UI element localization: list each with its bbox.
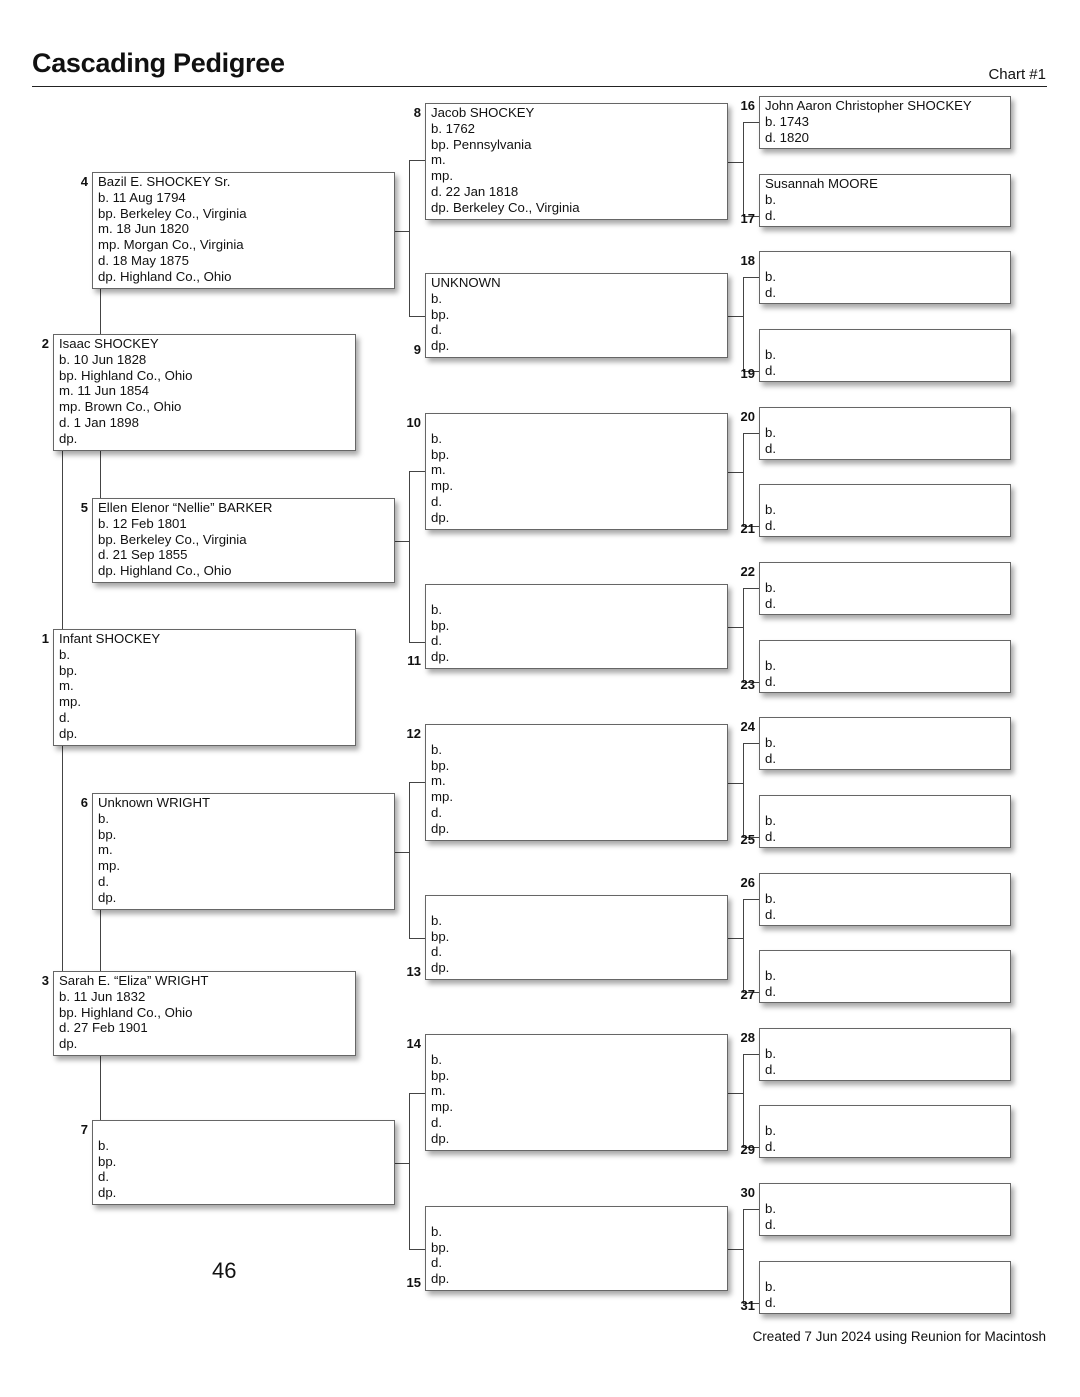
connector-13-stem [728,938,743,939]
person-name [431,726,722,742]
connector-4-father [409,160,425,161]
person-fact: dp. [431,960,450,976]
connector-7-stem [395,1163,409,1164]
connector-8-father [743,122,759,123]
ahnentafel-number: 1 [41,631,49,646]
person-fact: bp. [431,446,450,462]
person-name: UNKNOWN [431,275,501,290]
person-fact: dp. [98,889,117,905]
person-box-23[interactable] [759,640,1011,693]
person-box-28[interactable] [759,1028,1011,1081]
connector-9-stem [728,316,743,317]
ahnentafel-number: 12 [406,726,421,741]
person-box-19[interactable] [759,329,1011,382]
person-fact: dp. [431,509,450,525]
person-box-22[interactable] [759,562,1011,615]
person-fact: b. [431,1051,442,1067]
ahnentafel-number: 23 [740,677,755,692]
ahnentafel-number: 18 [740,253,755,268]
ahnentafel-number: 26 [740,875,755,890]
ahnentafel-number: 20 [740,409,755,424]
connector-14-spine [743,1054,744,1147]
person-name [765,564,1005,580]
person-fact: dp. Highland Co., Ohio [98,268,232,284]
connector-15-stem [728,1249,743,1250]
connector-15-spine [743,1209,744,1303]
person-fact: dp. [431,1130,450,1146]
ahnentafel-number: 21 [740,521,755,536]
person-name: Unknown WRIGHT [98,795,211,810]
person-fact: d. [431,322,442,338]
connector-11-father [743,588,759,589]
connector-5-father [409,471,425,472]
connector-4-mother [409,316,425,317]
person-fact: d. [98,873,109,889]
page-number: 46 [212,1258,237,1283]
person-fact: b. [765,501,776,517]
person-fact: bp. Highland Co., Ohio [59,367,193,383]
person-fact: b. [431,601,442,617]
person-fact: b. [431,912,442,928]
person-fact: dp. Highland Co., Ohio [98,563,232,579]
person-fact: mp. [431,1099,453,1115]
person-name [765,331,1005,347]
ahnentafel-number: 22 [740,564,755,579]
person-box-5[interactable] [92,498,395,583]
person-fact: m. [431,773,446,789]
connector-12-spine [743,743,744,837]
person-fact: d. 1 Jan 1898 [59,414,139,430]
person-box-16[interactable] [759,96,1011,149]
ahnentafel-number: 5 [80,500,88,515]
person-fact: bp. [431,757,450,773]
person-fact: mp. [98,858,120,874]
person-fact: bp. [431,1067,450,1083]
person-fact: b. [431,290,442,306]
person-fact: m. [431,152,446,168]
person-fact: b. [431,430,442,446]
person-fact: mp. Brown Co., Ohio [59,399,182,415]
person-fact: d. 1820 [765,129,809,145]
person-fact: d. [765,906,776,922]
person-fact: b. [765,967,776,983]
person-fact: d. [98,1169,109,1185]
connector-9-spine [743,277,744,371]
person-fact: dp. [59,1036,78,1052]
person-fact: m. 18 Jun 1820 [98,221,189,237]
connector-6-spine [409,782,410,938]
ahnentafel-number: 27 [740,987,755,1002]
person-fact: b. 1762 [431,120,475,136]
person-name [765,1107,1005,1123]
connector-12-father [743,743,759,744]
person-fact: d. [59,709,70,725]
person-fact: bp. [98,1153,117,1169]
person-name [431,415,722,431]
person-fact: b. [765,1278,776,1294]
connector-8-spine [743,122,744,216]
person-name: Jacob SHOCKEY [431,105,535,120]
ahnentafel-number: 16 [740,98,755,113]
person-fact: b. [765,191,776,207]
person-name: John Aaron Christopher SHOCKEY [765,98,972,113]
person-fact: b. 10 Jun 1828 [59,351,147,367]
person-name [765,875,1005,891]
person-fact: d. [765,440,776,456]
person-fact: b. [98,1137,109,1153]
person-fact: d. [765,673,776,689]
person-fact: bp. Berkeley Co., Virginia [98,205,247,221]
person-box-27[interactable] [759,950,1011,1003]
person-fact: b. [98,810,109,826]
person-fact: mp. [59,694,81,710]
ahnentafel-number: 31 [740,1298,755,1313]
ahnentafel-number: 15 [406,1275,421,1290]
person-fact: bp. [431,617,450,633]
person-box-10[interactable] [425,413,728,530]
person-fact: dp. [59,430,78,446]
person-box-20[interactable] [759,407,1011,460]
ahnentafel-number: 19 [740,366,755,381]
person-fact: d. [765,517,776,533]
connector-9-father [743,277,759,278]
ahnentafel-number: 30 [740,1185,755,1200]
connector-10-stem [728,472,743,473]
person-box-7[interactable] [92,1120,395,1205]
person-box-26[interactable] [759,873,1011,926]
person-fact: dp. [431,338,450,354]
person-fact: d. 21 Sep 1855 [98,547,188,563]
person-fact: d. 22 Jan 1818 [431,183,519,199]
ahnentafel-number: 14 [406,1036,421,1051]
connector-7-spine [409,1093,410,1249]
created-footer: Created 7 Jun 2024 using Reunion for Macintosh [752,1329,1046,1344]
person-box-18[interactable] [759,251,1011,304]
person-name [765,797,1005,813]
person-fact: d. [765,750,776,766]
person-fact: bp. [431,1239,450,1255]
ahnentafel-number: 10 [406,415,421,430]
person-name [765,1263,1005,1279]
person-name: Susannah MOORE [765,176,878,191]
person-fact: b. [765,734,776,750]
connector-6-mother [409,938,425,939]
person-name [765,1185,1005,1201]
person-fact: mp. [431,168,453,184]
person-name: Sarah E. “Eliza” WRIGHT [59,973,209,988]
connector-5-mother [409,642,425,643]
ahnentafel-number: 13 [406,964,421,979]
person-fact: b. [765,268,776,284]
connector-13-spine [743,899,744,992]
connector-11-spine [743,588,744,682]
connector-7-father [409,1093,425,1094]
person-fact: b. [765,346,776,362]
person-fact: b. [59,646,70,662]
person-fact: b. [431,1223,442,1239]
page-title: Cascading Pedigree [32,48,285,78]
person-fact: d. [431,1114,442,1130]
ahnentafel-number: 29 [740,1142,755,1157]
person-fact: m. [431,462,446,478]
ahnentafel-number: 25 [740,832,755,847]
person-fact: mp. [431,789,453,805]
person-fact: m. [98,842,113,858]
person-fact: d. [765,1061,776,1077]
person-fact: b. 11 Jun 1832 [59,988,146,1004]
person-fact: m. 11 Jun 1854 [59,383,149,399]
ahnentafel-number: 4 [80,174,88,189]
person-fact: d. [431,804,442,820]
person-fact: d. [765,284,776,300]
connector-12-stem [728,783,743,784]
person-box-2[interactable] [53,334,356,451]
ahnentafel-number: 11 [407,653,421,668]
person-box-3[interactable] [53,971,356,1056]
person-name [765,486,1005,502]
person-fact: b. [765,1045,776,1061]
ahnentafel-number: 28 [740,1030,755,1045]
person-fact: d. [765,1294,776,1310]
connector-15-father [743,1209,759,1210]
person-box-4[interactable] [92,172,395,289]
person-fact: b. [765,812,776,828]
person-box-11[interactable] [425,584,728,669]
connector-8-stem [728,162,743,163]
person-fact: dp. [431,649,450,665]
person-fact: b. 1743 [765,113,809,129]
person-name [765,719,1005,735]
person-fact: bp. Pennsylvania [431,136,532,152]
person-box-13[interactable] [425,895,728,980]
person-box-17[interactable] [759,174,1011,227]
person-fact: bp. Highland Co., Ohio [59,1004,193,1020]
person-fact: mp. [431,478,453,494]
person-fact: d. [431,1255,442,1271]
person-fact: d. [431,944,442,960]
person-fact: b. [765,424,776,440]
person-fact: d. [765,595,776,611]
person-fact: dp. Berkeley Co., Virginia [431,199,580,215]
person-box-12[interactable] [425,724,728,841]
ahnentafel-number: 6 [80,795,88,810]
person-name [431,1208,722,1224]
header-divider [32,86,1047,87]
connector-6-stem [395,852,409,853]
person-box-8[interactable] [425,103,728,220]
connector-14-stem [728,1093,743,1094]
person-box-31[interactable] [759,1261,1011,1314]
person-fact: d. [765,1138,776,1154]
person-fact: bp. [431,928,450,944]
person-fact: dp. [431,820,450,836]
person-fact: b. 12 Feb 1801 [98,515,187,531]
person-fact: d. [765,1216,776,1232]
connector-11-stem [728,627,743,628]
person-fact: d. 27 Feb 1901 [59,1020,148,1036]
connector-6-father [409,782,425,783]
person-fact: b. 11 Aug 1794 [98,189,186,205]
person-name [765,1030,1005,1046]
person-name [431,1036,722,1052]
connector-4-stem [395,231,409,232]
person-box-9[interactable] [425,273,728,358]
person-box-1[interactable] [53,629,356,746]
person-box-6[interactable] [92,793,395,910]
person-box-29[interactable] [759,1105,1011,1158]
person-fact: dp. [98,1185,117,1201]
person-fact: bp. [431,306,450,322]
person-fact: mp. Morgan Co., Virginia [98,237,244,253]
person-fact: d. [765,207,776,223]
connector-13-father [743,899,759,900]
person-fact: b. [765,657,776,673]
person-fact: dp. [59,725,78,741]
person-name [431,586,722,602]
connector-5-stem [395,541,409,542]
ahnentafel-number: 9 [413,342,421,357]
person-fact: b. [765,579,776,595]
person-fact: d. [765,362,776,378]
person-fact: bp. Berkeley Co., Virginia [98,531,247,547]
person-name [765,642,1005,658]
person-box-24[interactable] [759,717,1011,770]
ahnentafel-number: 24 [740,719,755,734]
person-name: Infant SHOCKEY [59,631,161,646]
connector-4-spine [409,160,410,316]
person-fact: d. 18 May 1875 [98,252,189,268]
person-fact: b. [765,890,776,906]
person-fact: bp. [59,662,78,678]
person-box-25[interactable] [759,795,1011,848]
person-fact: d. [765,828,776,844]
person-box-14[interactable] [425,1034,728,1151]
person-fact: d. [765,983,776,999]
person-fact: d. [431,633,442,649]
person-box-21[interactable] [759,484,1011,537]
connector-5-spine [409,471,410,642]
connector-14-father [743,1054,759,1055]
person-name [98,1122,389,1138]
person-name: Bazil E. SHOCKEY Sr. [98,174,231,189]
person-fact: m. [59,678,74,694]
person-box-15[interactable] [425,1206,728,1291]
person-fact: bp. [98,826,117,842]
connector-10-father [743,433,759,434]
person-fact: b. [431,741,442,757]
person-box-30[interactable] [759,1183,1011,1236]
person-name [765,409,1005,425]
ahnentafel-number: 3 [41,973,49,988]
person-fact: d. [431,493,442,509]
connector-10-spine [743,433,744,526]
ahnentafel-number: 2 [41,336,49,351]
person-name [765,253,1005,269]
person-name: Isaac SHOCKEY [59,336,159,351]
person-fact: m. [431,1083,446,1099]
person-fact: b. [765,1200,776,1216]
person-fact: b. [765,1122,776,1138]
ahnentafel-number: 17 [740,211,755,226]
person-name [765,952,1005,968]
person-name [431,897,722,913]
ahnentafel-number: 7 [80,1122,88,1137]
person-name: Ellen Elenor “Nellie” BARKER [98,500,273,515]
person-fact: dp. [431,1271,450,1287]
connector-7-mother [409,1249,425,1250]
chart-number: Chart #1 [988,66,1046,83]
ahnentafel-number: 8 [413,105,421,120]
